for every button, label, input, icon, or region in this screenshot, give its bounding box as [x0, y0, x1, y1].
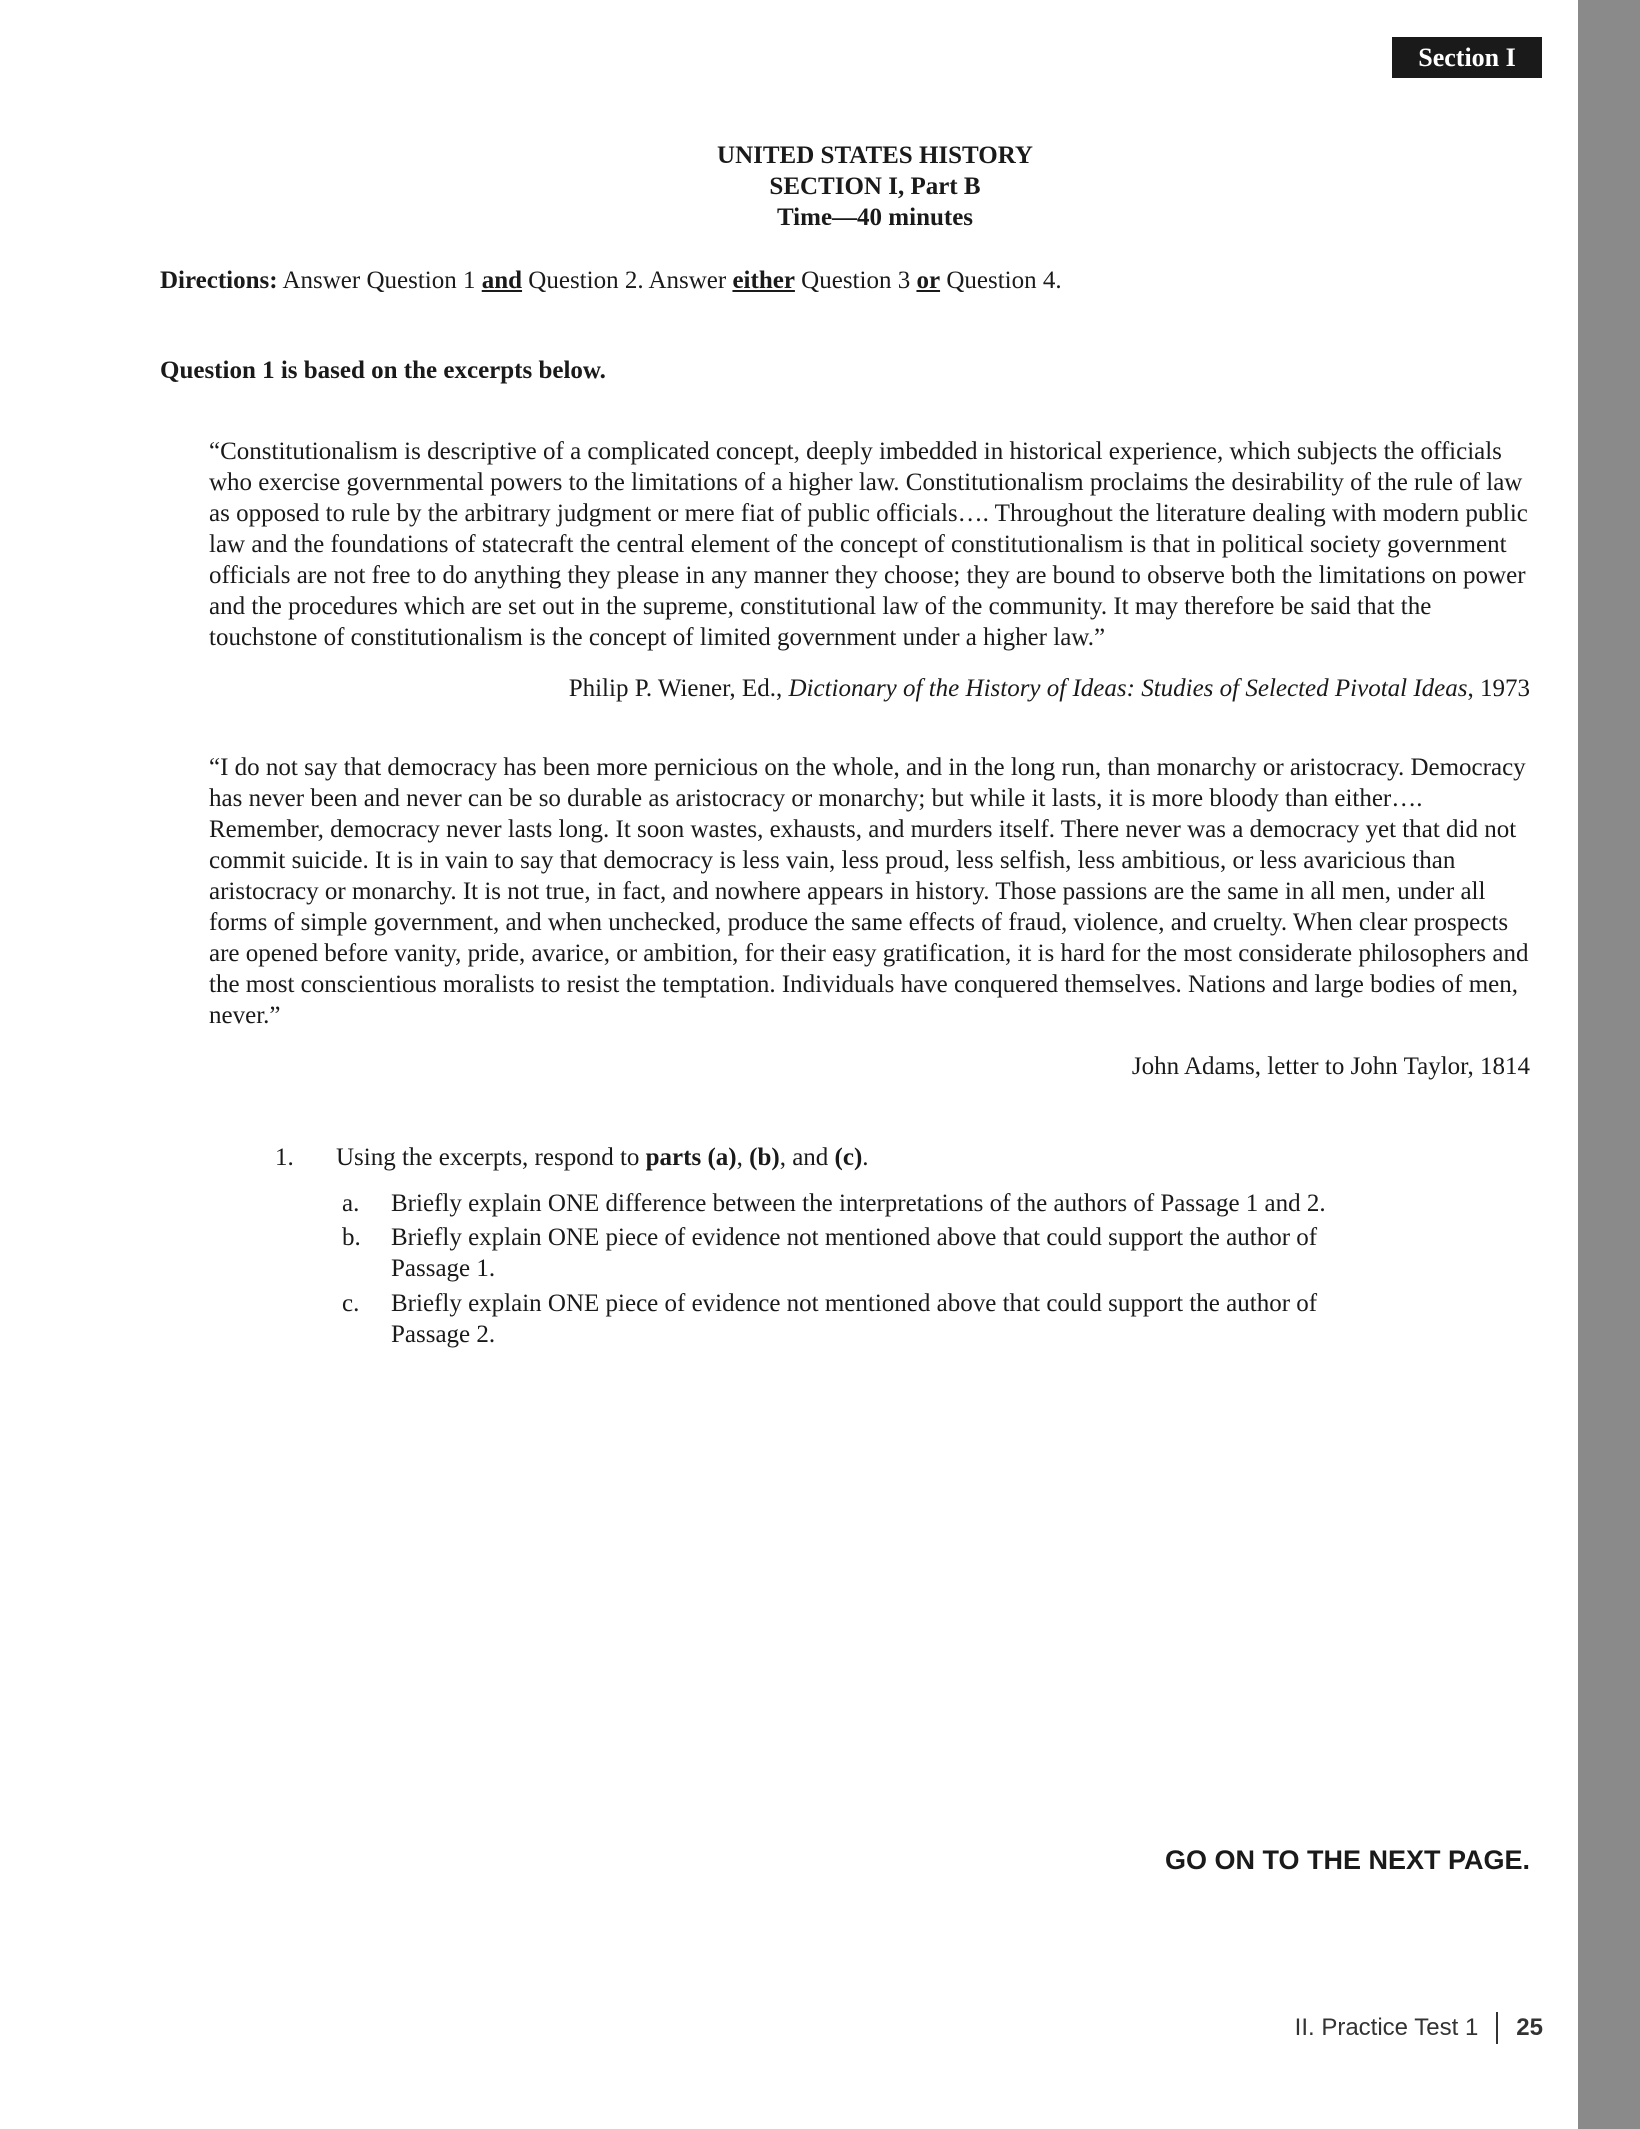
- page-header: [0, 140, 1640, 233]
- subpart-b-text: Briefly explain ONE piece of evidence not mentioned above that could support the author of Passage 1.: [391, 1224, 1318, 1282]
- passage-1: “Constitutionalism is descriptive of a complicated concept, deeply imbedded in historical experience, which subjects the officials who exercise governmental powers to the limitations of a higher law. Constitutionalism proclaims the desirability of the rule of law as opposed to rule by the arbitrary judgment or mere fiat of public officials…. Throughout the literature dealing with modern public law and the foundations of statecraft the central element of the concept of constitutionalism is that in political society government officials are not free to do anything they please in any manner they choose; they are bound to observe both the limitations on power and the procedures which are set out in the supreme, constitutional law of the community. It may therefore be said that the touchstone of constitutionalism is the concept of limited government under a higher law.”: [209, 438, 1528, 651]
- footer-label: II. Practice Test 1: [1294, 2014, 1479, 2041]
- subpart-c-text: Briefly explain ONE piece of evidence not mentioned above that could support the author of Passage 2.: [391, 1290, 1318, 1348]
- directions-text: Question 3: [794, 267, 917, 294]
- question-number: 1.: [275, 1144, 294, 1171]
- subpart-c-label: c.: [342, 1290, 360, 1317]
- directions-either: either: [732, 267, 795, 294]
- subpart-a-text: Briefly explain ONE difference between the interpretations of the authors of Passage 1 and 2.: [391, 1190, 1326, 1217]
- question-prompt: [336, 1142, 869, 1173]
- prompt-sep: ,: [736, 1144, 750, 1171]
- directions-or: or: [916, 267, 941, 294]
- prompt-text: Using the excerpts, respond to: [336, 1144, 646, 1171]
- directions-and: and: [481, 267, 523, 294]
- side-edge-bar: [1578, 0, 1640, 2129]
- prompt-end: .: [862, 1144, 869, 1171]
- section-tab: [1392, 37, 1542, 78]
- prompt-part-b: (b): [749, 1144, 780, 1171]
- directions-text: Question 2. Answer: [522, 267, 733, 294]
- go-on-next-page: GO ON TO THE NEXT PAGE.: [1164, 1845, 1530, 1875]
- subpart-b-label: b.: [342, 1224, 361, 1251]
- page-number: 25: [1516, 2014, 1543, 2041]
- header-section: SECTION I, Part B: [769, 173, 981, 200]
- directions: [160, 265, 1540, 296]
- subpart-a-label: a.: [342, 1190, 360, 1217]
- source-author: Philip P. Wiener, Ed.,: [568, 675, 789, 702]
- page-footer: [1295, 2010, 1543, 2046]
- source-year: , 1973: [1467, 675, 1530, 702]
- section-tab-label: Section I: [1418, 42, 1516, 72]
- passage-2-source: John Adams, letter to John Taylor, 1814: [1131, 1053, 1530, 1080]
- header-time: Time—40 minutes: [776, 204, 974, 231]
- passage-1-source: [569, 673, 1530, 704]
- prompt-sep: , and: [779, 1144, 835, 1171]
- directions-text: Answer Question 1: [277, 267, 482, 294]
- directions-label: Directions:: [160, 267, 278, 294]
- source-title: Dictionary of the History of Ideas: Studies of Selected Pivotal Ideas: [788, 675, 1468, 702]
- passage-2: “I do not say that democracy has been more pernicious on the whole, and in the long run, than monarchy or aristocracy. Democracy has never been and never can be so durable as aristocracy or monarchy; but while it lasts, it is more bloody than either…. Remember, democracy never lasts long. It soon wastes, exhausts, and murders itself. There never was a democracy yet that did not commit suicide. It is in vain to say that democracy is less vain, less proud, less selfish, less ambitious, or less avaricious than aristocracy or monarchy. It is not true, in fact, and nowhere appears in history. Those passions are the same in all men, under all forms of simple government, and when unchecked, produce the same effects of fraud, violence, and cruelty. When clear prospects are opened before vanity, pride, avarice, or ambition, for their easy gratification, it is hard for the most considerate philosophers and the most conscientious moralists to resist the temptation. Individuals have conquered themselves. Nations and large bodies of men, never.”: [209, 754, 1529, 1029]
- question-intro: Question 1 is based on the excerpts below.: [160, 357, 606, 384]
- header-subject: UNITED STATES HISTORY: [717, 142, 1033, 169]
- directions-text: Question 4.: [940, 267, 1062, 294]
- footer-divider: [1496, 2012, 1498, 2044]
- prompt-parts-a: parts (a): [645, 1144, 737, 1171]
- prompt-part-c: (c): [834, 1144, 863, 1171]
